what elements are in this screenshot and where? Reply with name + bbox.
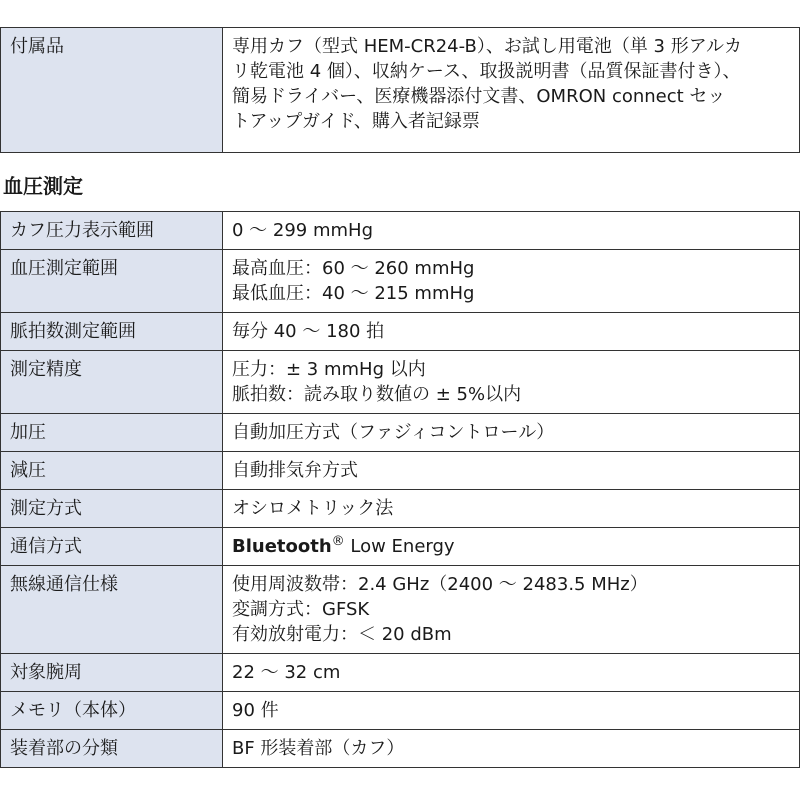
row-label: 血圧測定範囲: [1, 250, 223, 313]
value-line: 0 〜 299 mmHg: [232, 220, 374, 241]
row-label: 減圧: [1, 452, 223, 490]
table-row: [1, 414, 800, 452]
row-label: 脈拍数測定範囲: [1, 313, 223, 351]
row-value: [223, 692, 800, 730]
value-line: 専用カフ（型式 HEM-CR24-B）、お試し用電池（単 3 形アルカ: [232, 36, 743, 57]
value-line: 最高血圧：60 〜 260 mmHg: [232, 258, 475, 279]
row-value: [223, 414, 800, 452]
bp-spec-table: [0, 211, 800, 768]
table-row: [1, 28, 800, 153]
row-label: 通信方式: [1, 528, 223, 566]
table-row: [1, 654, 800, 692]
row-label: 装着部の分類: [1, 730, 223, 768]
value-line: 有効放射電力：＜ 20 dBm: [232, 624, 452, 645]
value-line: オシロメトリック法: [232, 498, 394, 519]
table-row: [1, 250, 800, 313]
value-line: トアップガイド、購入者記録票: [232, 111, 480, 132]
table-row: [1, 566, 800, 654]
row-value: [223, 528, 800, 566]
row-label: 加圧: [1, 414, 223, 452]
value-line: 最低血圧：40 〜 215 mmHg: [232, 283, 475, 304]
value-line: リ乾電池 4 個）、収納ケース、取扱説明書（品質保証書付き）、: [232, 61, 741, 82]
value-line: 圧力：± 3 mmHg 以内: [232, 359, 426, 380]
row-label: 無線通信仕様: [1, 566, 223, 654]
table-row: [1, 313, 800, 351]
table-row: [1, 730, 800, 768]
value-line: 毎分 40 〜 180 拍: [232, 321, 385, 342]
value-line: 使用周波数帯：2.4 GHz（2400 〜 2483.5 MHz）: [232, 574, 648, 595]
table-row: [1, 351, 800, 414]
value-line: 自動加圧方式（ファジィコントロール）: [232, 422, 555, 443]
table-row: [1, 692, 800, 730]
value-line: 変調方式：GFSK: [232, 599, 370, 620]
accessories-table: [0, 27, 800, 153]
row-value: [223, 351, 800, 414]
row-value: [223, 313, 800, 351]
row-label: 測定精度: [1, 351, 223, 414]
row-label: カフ圧力表示範囲: [1, 212, 223, 250]
row-label: メモリ（本体）: [1, 692, 223, 730]
table-row: [1, 490, 800, 528]
value-line: 22 〜 32 cm: [232, 662, 341, 683]
value-line: 90 件: [232, 700, 279, 721]
value-line: 自動排気弁方式: [232, 460, 358, 481]
row-value: [223, 250, 800, 313]
row-value: [223, 212, 800, 250]
row-value: [223, 730, 800, 768]
accessories-value: [223, 28, 800, 153]
row-label: 測定方式: [1, 490, 223, 528]
value-line: 簡易ドライバー、医療機器添付文書、OMRON connect セッ: [232, 86, 726, 107]
registered-mark: ®: [331, 534, 345, 549]
section-title: 血圧測定: [3, 174, 83, 198]
table-row: [1, 212, 800, 250]
row-value: [223, 566, 800, 654]
table-row: [1, 452, 800, 490]
value-line: 脈拍数：読み取り数値の ± 5%以内: [232, 384, 522, 405]
row-value: [223, 452, 800, 490]
row-label: 対象腕周: [1, 654, 223, 692]
value-line: BF 形装着部（カフ）: [232, 738, 405, 759]
row-value: [223, 654, 800, 692]
table-row: [1, 528, 800, 566]
accessories-label: 付属品: [1, 28, 223, 153]
row-value: [223, 490, 800, 528]
protocol-name: Low Energy: [344, 536, 455, 557]
bluetooth-brand: Bluetooth: [232, 536, 332, 557]
